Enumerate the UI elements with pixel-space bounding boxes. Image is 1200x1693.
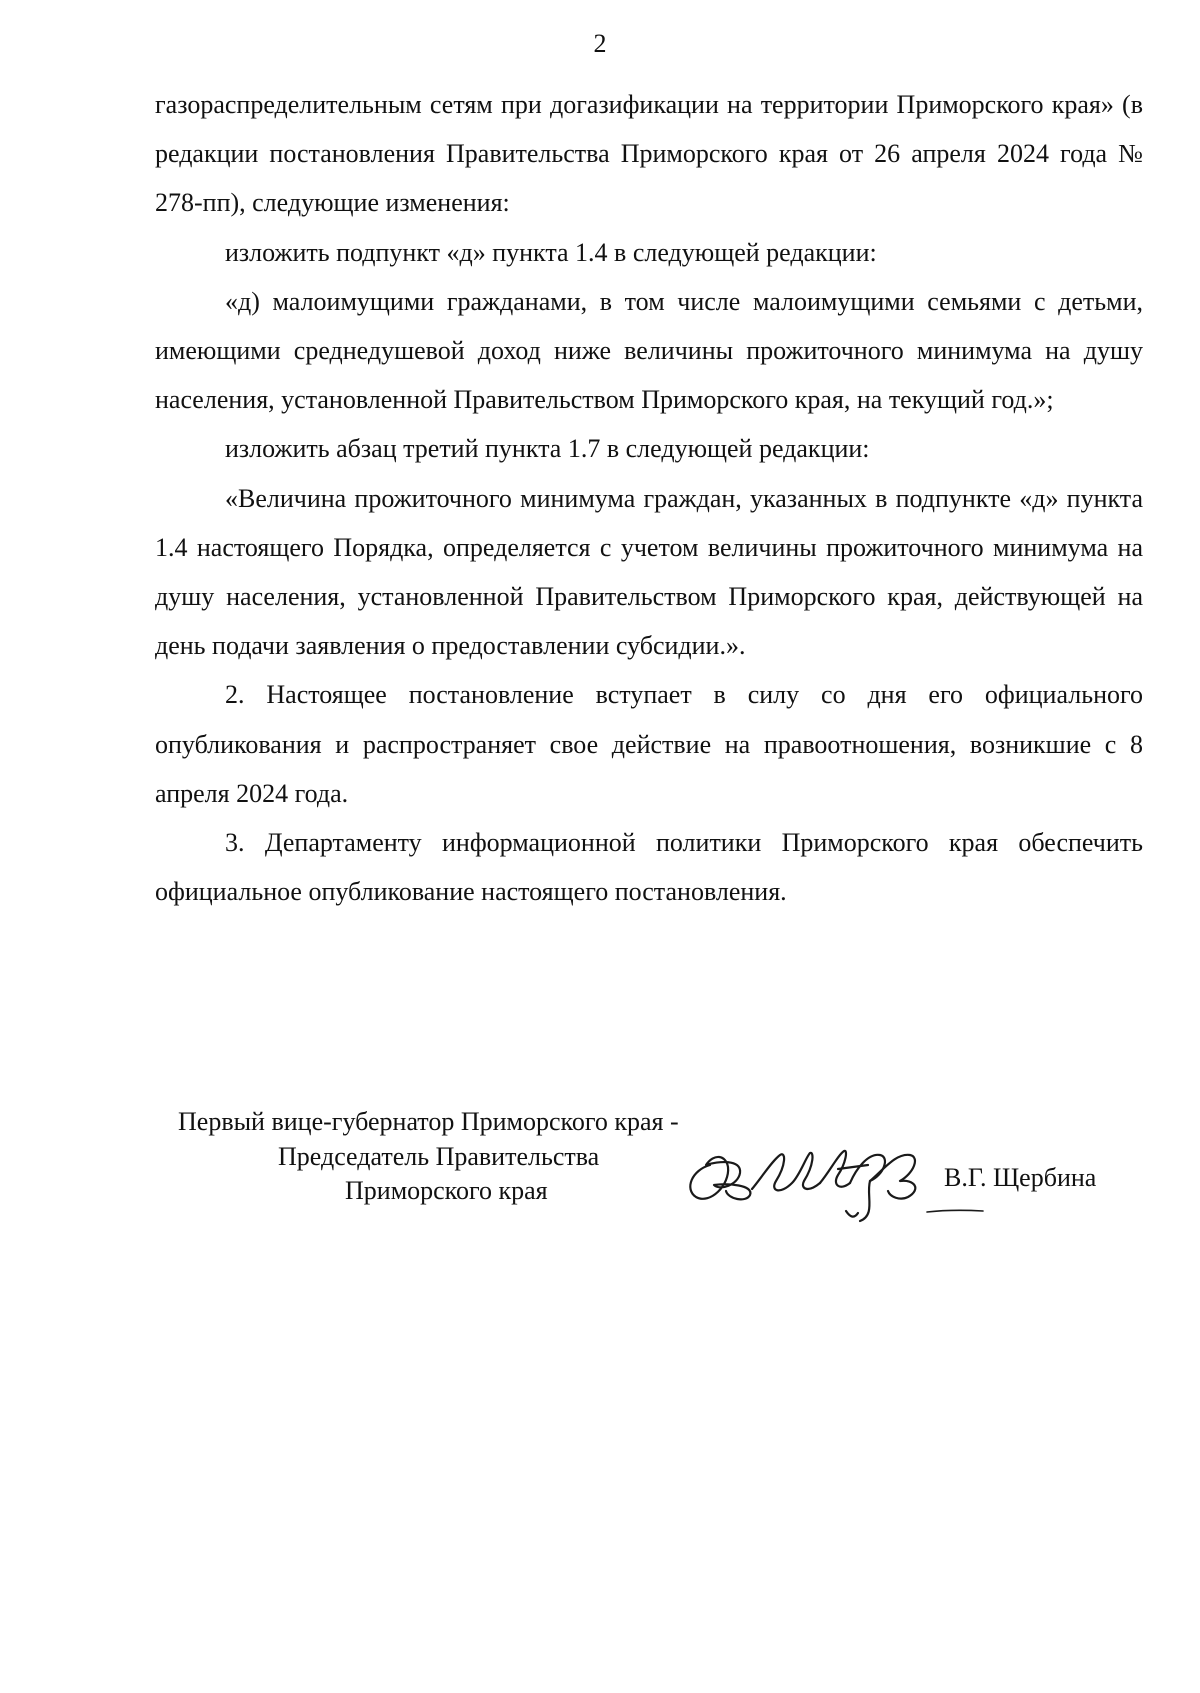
paragraph: «д) малоимущими гражданами, в том числе малоимущими семьями с детьми, имеющими среднедушевой доход ниже величины прожиточного минимума на душу населения, установленной Правительством Приморского края, на текущий год.»; (155, 286, 1143, 415)
paragraph: 2. Настоящее постановление вступает в силу со дня его официального опубликования и распространяет свое действие на правоотношения, возникшие с 8 апреля 2024 года. (155, 680, 1143, 808)
signer-title-line: Приморского края (345, 1176, 548, 1205)
signature-underline (925, 1208, 985, 1214)
paragraph: изложить подпункт «д» пункта 1.4 в следующей редакции: (225, 237, 877, 267)
signer-name: В.Г. Щербина (944, 1163, 1097, 1192)
paragraph: газораспределительным сетям при догазификации на территории Приморского края» (в редакции постановления Правительства Приморского края от 26 апреля 2024 года № 278-пп), следующие изменения: (155, 90, 1143, 218)
paragraph: 3. Департаменту информационной политики Приморского края обеспечить официальное опубликование настоящего постановления. (155, 828, 1143, 907)
page-number: 2 (593, 29, 607, 58)
signer-title-line: Председатель Правительства (278, 1142, 600, 1171)
paragraph: изложить абзац третий пункта 1.7 в следующей редакции: (225, 434, 870, 464)
paragraph: «Величина прожиточного минимума граждан, указанных в подпункте «д» пункта 1.4 настоящего Порядка, определяется с учетом величины прожиточного минимума на душу населения, установленной Правительством Приморского края, действующей на день подачи заявления о предоставлении субсидии.». (155, 483, 1143, 661)
signer-title-line: Первый вице-губернатор Приморского края - (178, 1107, 679, 1136)
handwritten-signature (670, 1125, 930, 1225)
